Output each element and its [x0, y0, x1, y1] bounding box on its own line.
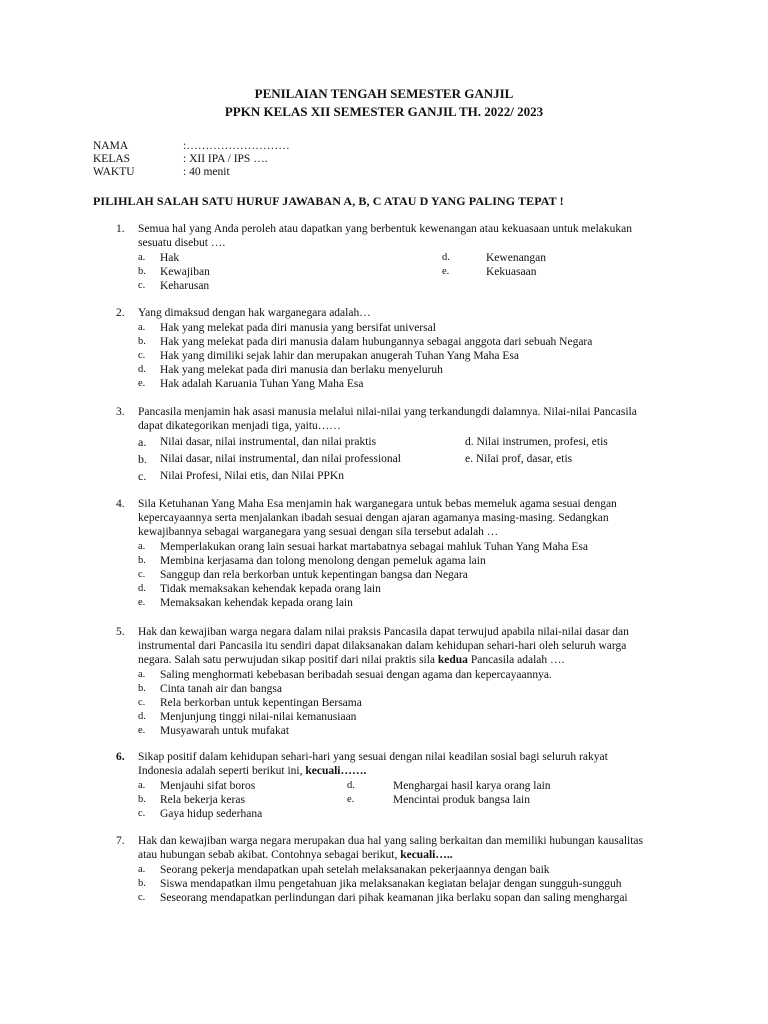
- option-text: Hak adalah Karuania Tuhan Yang Maha Esa: [160, 378, 364, 390]
- option-text: Siswa mendapatkan ilmu pengetahuan jika melaksanakan kegiatan belajar dengan sungguh-sungguh: [160, 878, 622, 890]
- options: [116, 251, 656, 293]
- option-text: d. Nilai instrumen, profesi, etis: [465, 436, 608, 448]
- option-letter: e.: [138, 378, 146, 389]
- question-text: Sila Ketuhanan Yang Maha Esa menjamin hak warganegara untuk bebas memeluk agama sesuai dengan kepercayaannya serta menjalankan ibadah sesuai dengan ajaran agamanya masing-masing. Sedangkan kewajibannya sebagai warganegara yang sesuai dengan sila tersebut adalah …: [138, 498, 617, 538]
- option-text: e. Nilai prof, dasar, etis: [465, 453, 573, 465]
- option-a: [116, 435, 465, 449]
- question-number: 5.: [116, 626, 125, 638]
- info-row-nama: [93, 140, 290, 153]
- option-text: Hak yang dimiliki sejak lahir dan merupakan anugerah Tuhan Yang Maha Esa: [160, 350, 519, 362]
- option-letter: b.: [138, 266, 146, 277]
- option-letter: e.: [347, 794, 355, 805]
- option-letter: a.: [138, 435, 147, 449]
- question-text: [138, 834, 654, 862]
- question-number: 1.: [116, 223, 125, 235]
- options: [116, 668, 656, 738]
- question-text-main: Hak dan kewajiban warga negara dalam nilai praksis Pancasila dapat terwujud apabila nilai-nilai dasar dan instrumental dari Pancasila itu sendiri dapat dilaksanakan dalam kehidupan sehari-hari oleh seluruh warga negara. Salah satu perwujudan sikap positif dari nilai praktis sila: [138, 626, 629, 666]
- option-b: [116, 554, 656, 568]
- question-keyword: kedua: [437, 654, 468, 666]
- option-c: [116, 696, 656, 710]
- option-letter: a.: [138, 322, 146, 333]
- option-text: Membina kerjasama dan tolong menolong dengan pemeluk agama lain: [160, 555, 486, 567]
- option-text: Keharusan: [160, 280, 210, 292]
- option-text: Memperlakukan orang lain sesuai harkat martabatnya sebagai mahluk Tuhan Yang Maha Esa: [160, 541, 588, 553]
- question-keyword: kecuali…..: [400, 849, 453, 861]
- option-a: [116, 863, 656, 877]
- option-text: Menghargai hasil karya orang lain: [393, 780, 551, 792]
- option-letter: b.: [138, 683, 146, 694]
- option-text: Menjunjung tinggi nilai-nilai kemanusiaan: [160, 711, 357, 723]
- question-text-end: Pancasila adalah ….: [467, 654, 565, 666]
- question-6: [116, 750, 656, 821]
- options: [116, 321, 656, 391]
- option-c: [116, 349, 656, 363]
- option-b: [116, 265, 442, 279]
- option-b: [116, 335, 656, 349]
- option-letter: a.: [138, 252, 146, 263]
- info-value: :………………………: [183, 140, 290, 152]
- option-text: Gaya hidup sederhana: [160, 808, 263, 820]
- question-2: [116, 306, 656, 391]
- option-text: Sanggup dan rela berkorban untuk kepentingan bangsa dan Negara: [160, 569, 468, 581]
- option-a: [116, 251, 442, 265]
- option-letter: d.: [347, 780, 355, 791]
- options: [116, 863, 656, 905]
- option-d: [116, 363, 656, 377]
- option-b: [116, 793, 347, 807]
- option-text: Hak yang melekat pada diri manusia yang bersifat universal: [160, 322, 436, 334]
- option-letter: b.: [138, 336, 146, 347]
- option-letter: e.: [442, 266, 450, 277]
- option-letter: d.: [138, 711, 146, 722]
- option-b: [116, 682, 656, 696]
- option-text: Musyawarah untuk mufakat: [160, 725, 290, 737]
- option-letter: b.: [138, 452, 147, 466]
- option-text: Seseorang mendapatkan perlindungan dari pihak keamanan jika berlaku sopan dan saling menghargai: [160, 892, 628, 904]
- option-text: Hak yang melekat pada diri manusia dalam hubungannya sebagai anggota dari sebuah Negara: [160, 336, 593, 348]
- question-1: [116, 222, 656, 293]
- option-letter: e.: [138, 725, 146, 736]
- question-text: Yang dimaksud dengan hak warganegara adalah…: [138, 307, 371, 319]
- option-a: [116, 321, 656, 335]
- question-number: 7.: [116, 835, 125, 847]
- question-number: 4.: [116, 498, 125, 510]
- question-text: [138, 750, 654, 778]
- option-c: [116, 469, 465, 483]
- option-d: [465, 435, 653, 449]
- option-letter: e.: [138, 597, 146, 608]
- question-number: 2.: [116, 307, 125, 319]
- option-a: [116, 779, 347, 793]
- option-text: Hak: [160, 252, 180, 264]
- option-c: [116, 279, 442, 293]
- option-d: [116, 582, 656, 596]
- option-text: Memaksakan kehendak kepada orang lain: [160, 597, 353, 609]
- option-letter: c.: [138, 697, 146, 708]
- option-e: [116, 724, 656, 738]
- option-text: Nilai Profesi, Nilai etis, dan Nilai PPKn: [160, 470, 344, 482]
- option-e: [347, 793, 652, 807]
- option-text: Menjauhi sifat boros: [160, 780, 256, 792]
- option-letter: b.: [138, 878, 146, 889]
- option-letter: c.: [138, 892, 146, 903]
- option-letter: a.: [138, 864, 146, 875]
- question-text-main: Sikap positif dalam kehidupan sehari-hari yang sesuai dengan nilai keadilan sosial bagi seluruh rakyat Indonesia adalah seperti berikut ini,: [138, 751, 608, 777]
- option-text: Kewenangan: [486, 252, 547, 264]
- question-7: [116, 834, 656, 905]
- option-letter: c.: [138, 569, 146, 580]
- option-d: [116, 710, 656, 724]
- page-title: PENILAIAN TENGAH SEMESTER GANJIL: [254, 86, 514, 101]
- option-d: [347, 779, 652, 793]
- option-c: [116, 891, 656, 905]
- instruction: PILIHLAH SALAH SATU HURUF JAWABAN A, B, C ATAU D YANG PALING TEPAT !: [93, 194, 564, 208]
- option-c: [116, 568, 656, 582]
- options: [116, 435, 656, 483]
- option-b: [116, 452, 465, 466]
- option-letter: c.: [138, 350, 146, 361]
- options: [116, 540, 656, 610]
- question-keyword: kecuali…….: [305, 765, 367, 777]
- option-letter: d.: [442, 252, 450, 263]
- question-number: 6.: [116, 751, 125, 763]
- info-label: KELAS: [93, 153, 131, 165]
- option-a: [116, 540, 656, 554]
- page-subtitle: PPKN KELAS XII SEMESTER GANJIL TH. 2022/ 2023: [224, 104, 544, 119]
- option-text: Kewajiban: [160, 266, 210, 278]
- option-text: Hak yang melekat pada diri manusia dan berlaku menyeluruh: [160, 364, 443, 376]
- option-letter: d.: [138, 364, 146, 375]
- option-letter: a.: [138, 541, 146, 552]
- option-letter: c.: [138, 808, 146, 819]
- option-a: [116, 668, 656, 682]
- question-5: [116, 625, 656, 738]
- option-e: [116, 377, 656, 391]
- info-value: : 40 menit: [183, 166, 230, 178]
- question-text-main: Hak dan kewajiban warga negara merupakan dua hal yang saling berkaitan dan memiliki hubungan kausalitas atau hubungan sebab akibat. Contohnya sebagai berikut,: [138, 835, 643, 861]
- question-text: Pancasila menjamin hak asasi manusia melalui nilai-nilai yang terkandungdi dalamnya. Nilai-nilai Pancasila dapat dikategorikan menjadi tiga, yaitu……: [138, 406, 637, 432]
- info-label: WAKTU: [93, 166, 135, 178]
- info-value: : XII IPA / IPS ….: [183, 153, 268, 165]
- option-text: Seorang pekerja mendapatkan upah setelah melaksanakan pekerjaannya dengan baik: [160, 864, 550, 876]
- option-text: Mencintai produk bangsa lain: [393, 794, 531, 806]
- option-letter: c.: [138, 469, 147, 483]
- option-c: [116, 807, 347, 821]
- options: [116, 779, 656, 821]
- student-info: [93, 140, 290, 179]
- option-text: Rela berkorban untuk kepentingan Bersama: [160, 697, 362, 709]
- option-e: [116, 596, 656, 610]
- option-text: Cinta tanah air dan bangsa: [160, 683, 282, 695]
- question-text: Semua hal yang Anda peroleh atau dapatkan yang berbentuk kewenangan atau kekuasaan untuk melakukan sesuatu disebut ….: [138, 223, 633, 249]
- option-b: [116, 877, 656, 891]
- option-text: Kekuasaan: [486, 266, 537, 278]
- question-3: [116, 405, 656, 483]
- info-row-waktu: [93, 166, 290, 179]
- option-text: Nilai dasar, nilai instrumental, dan nilai professional: [160, 453, 401, 465]
- option-text: Nilai dasar, nilai instrumental, dan nilai praktis: [160, 436, 377, 448]
- info-label: NAMA: [93, 140, 129, 152]
- question-4: [116, 497, 656, 610]
- option-letter: c.: [138, 280, 146, 291]
- option-d: [442, 251, 652, 265]
- option-text: Saling menghormati kebebasan beribadah sesuai dengan agama dan kepercayaannya.: [160, 669, 552, 681]
- option-text: Rela bekerja keras: [160, 794, 245, 806]
- question-number: 3.: [116, 406, 125, 418]
- option-letter: a.: [138, 669, 146, 680]
- option-letter: d.: [138, 583, 146, 594]
- option-text: Tidak memaksakan kehendak kepada orang lain: [160, 583, 381, 595]
- info-row-kelas: [93, 153, 290, 166]
- option-e: [465, 452, 653, 466]
- option-letter: a.: [138, 780, 146, 791]
- option-letter: b.: [138, 555, 146, 566]
- question-text: [138, 625, 654, 667]
- option-e: [442, 265, 652, 279]
- option-letter: b.: [138, 794, 146, 805]
